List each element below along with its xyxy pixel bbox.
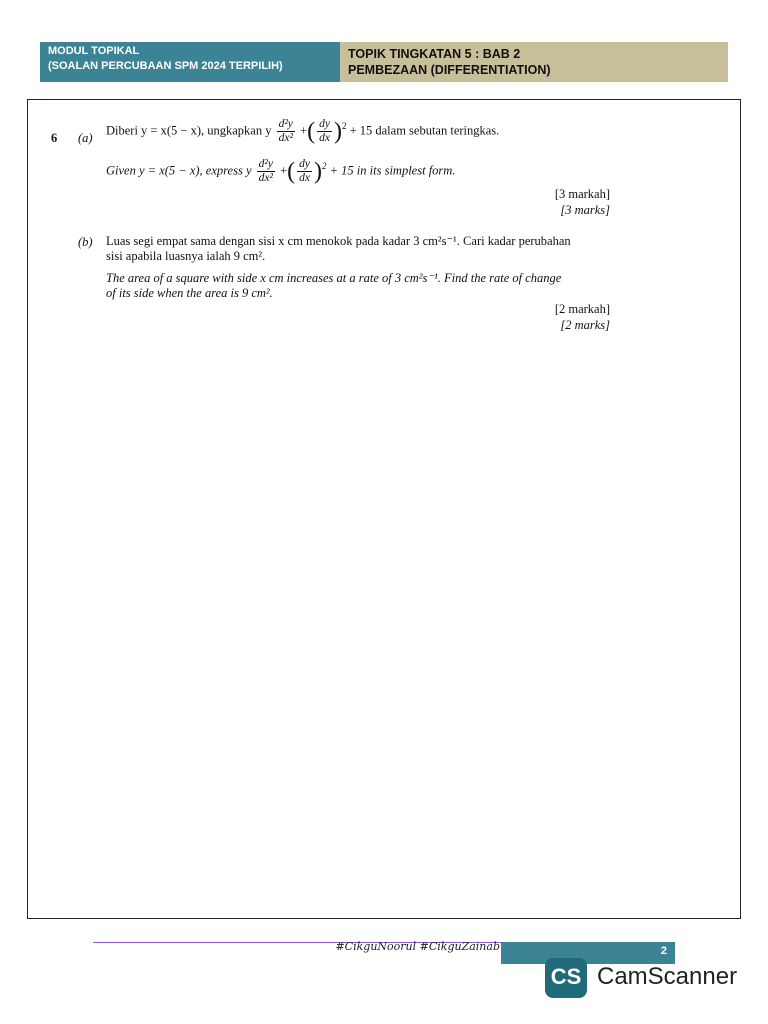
dy-numerator: dy [319,118,330,130]
topic-title: TOPIK TINGKATAN 5 : BAB 2 [348,47,521,61]
part-b-english-line1: The area of a square with side x cm increases at a rate of 3 cm²s⁻¹. Find the rate of change [106,271,562,285]
header-right-banner [340,42,728,82]
part-b-marks [555,301,610,333]
part-a-english: Given y = x(5 − x), express y $\frac{\text{d²y}}{\text{dx²}}$ +( $\frac{dy}{dx}$ )$^2$ + 15 in its simplest form. [106,158,456,185]
part-a-english-post: + 15 in its simplest form. [329,163,456,178]
module-title: MODUL TOPIKAL [48,45,140,57]
first-derivative-fraction-en [297,158,312,185]
dy-numerator-en: dy [299,158,310,170]
part-a-english-pre: Given y = x(5 − x), express y [106,163,252,178]
fraction-denominator: dx² [278,132,293,144]
fraction-numerator: d²y [278,118,293,130]
page-number-badge [501,942,675,964]
fraction-numerator-en: d²y [258,158,273,170]
camscanner-watermark-text: CamScanner [597,963,738,990]
footer-signature-tag: #CikguNoorul #CikguZainab [335,940,500,953]
topic-subtitle: PEMBEZAAN (DIFFERENTIATION) [348,63,551,77]
second-derivative-fraction [277,118,295,145]
header-left-banner [40,42,340,82]
question-number: 6 [51,131,58,145]
part-a-marks-malay: [3 markah] [554,187,610,201]
part-a-malay: Diberi y = x(5 − x), ungkapkan y $\frac{\text{d²y}}{\text{dx²}}$ +( $\frac{dy}{dx}$ )$^2$ + 15 dalam sebutan teringkas. [106,118,500,145]
first-derivative-fraction [317,118,332,145]
camscanner-logo-icon: CS [545,958,587,998]
part-b-english-line2: of its side when the area is 9 cm². [106,286,273,300]
part-b-label: (b) [78,235,93,249]
page-number: 2 [660,945,667,957]
module-subtitle: (SOALAN PERCUBAAN SPM 2024 TERPILIH) [48,60,283,72]
dx-denominator: dx [319,132,330,144]
question-frame [27,99,741,919]
part-a-marks [555,186,610,218]
part-b-malay-line1: Luas segi empat sama dengan sisi x cm menokok pada kadar 3 cm²s⁻¹. Cari kadar perubahan [106,234,571,248]
dx-denominator-en: dx [299,172,310,184]
part-a-marks-english: [3 marks] [560,203,610,217]
part-a-malay-post: + 15 dalam sebutan teringkas. [349,123,500,138]
part-b-marks-english: [2 marks] [560,318,610,332]
fraction-denominator-en: dx² [258,172,273,184]
part-a-malay-pre: Diberi y = x(5 − x), ungkapkan y [106,123,272,138]
part-b-malay-line2: sisi apabila luasnya ialah 9 cm². [106,249,266,263]
second-derivative-fraction-en [257,158,275,185]
part-b-marks-malay: [2 markah] [554,302,610,316]
part-a-label: (a) [78,131,93,145]
